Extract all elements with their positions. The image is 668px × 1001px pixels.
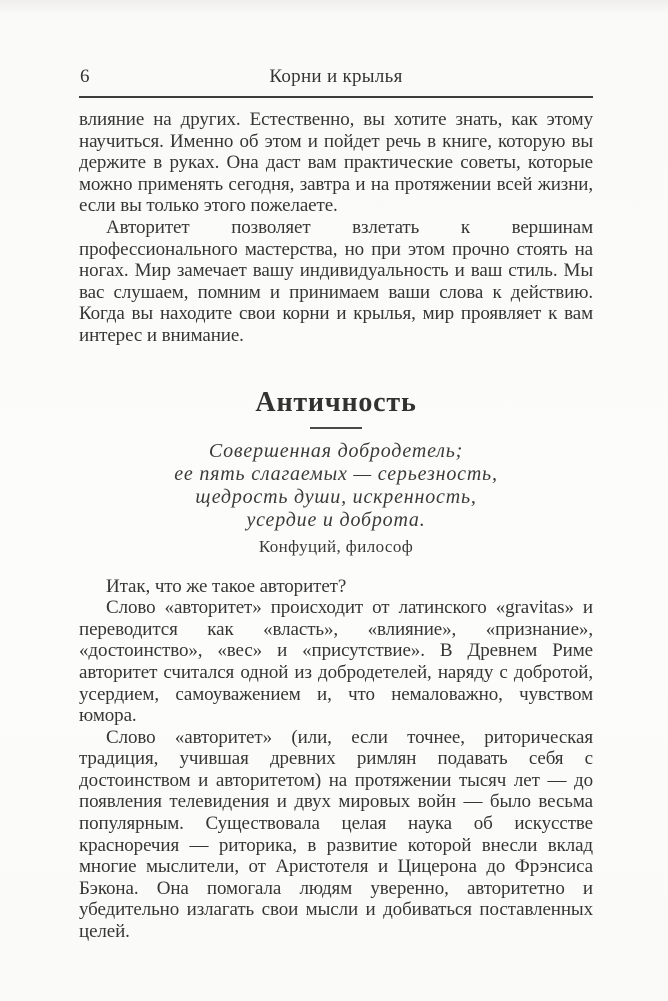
epigraph-line: ее пять слагаемых — серьезность,: [174, 462, 498, 485]
section-paragraphs: [79, 576, 593, 943]
page-header: [79, 66, 593, 98]
paragraph: Слово «авторитет» (или, если точнее, риторическая традиция, учившая древних римлян подавать себя с достоинством и авторитетом) на протяжении тысяч лет — до появления телевидения и двух мировых войн — было весьма популярным. Существовала целая наука об искусстве красноречия — риторика, в развитие которой внесли вклад многие мыслители, от Аристотеля и Цицерона до Фрэнсиса Бэкона. Она помогала людям уверенно, авторитетно и убедительно излагать свои мысли и добиваться поставленных целей.: [79, 726, 593, 943]
epigraph-author: Конфуций, философ: [258, 536, 414, 556]
epigraph-line: Совершенная добродетель;: [208, 439, 464, 462]
epigraph: [79, 440, 593, 557]
paragraph: Слово «авторитет» происходит от латинского «gravitas» и переводится как «власть», «влияние», «признание», «достоинство», «вес» и «присутствие». В Древнем Риме авторитет считался одной из добродетелей, наряду с добротой, усердием, самоуважением и, что немаловажно, чувством юмора.: [79, 597, 593, 727]
paragraph: Авторитет позволяет взлетать к вершинам профессионального мастерства, но при этом прочно стоять на ногах. Мир замечает вашу индивидуальность и ваш стиль. Мы вас слушаем, помним и принимаем ваши слова к действию. Когда вы находите свои корни и крылья, мир проявляет к вам интерес и внимание.: [79, 216, 593, 346]
section-title: Античность: [255, 386, 417, 418]
section-antiquity: [79, 387, 593, 943]
page-body: [79, 109, 593, 943]
page-number: 6: [80, 66, 90, 87]
epigraph-line: щедрость души, искренность,: [195, 485, 477, 508]
epigraph-line: усердие и доброта.: [246, 508, 426, 531]
paragraph: Итак, что же такое авторитет?: [106, 575, 347, 597]
running-title: Корни и крылья: [269, 66, 403, 87]
page-content: [79, 66, 593, 943]
section-divider: [310, 427, 362, 429]
paragraph-continuation: влияние на других. Естественно, вы хотите знать, как этому научиться. Именно об этом и пойдет речь в книге, которую вы держите в руках. Она даст вам практические советы, которые можно применять сегодня, завтра и на протяжении всей жизни, если вы только этого пожелаете.: [79, 109, 593, 217]
